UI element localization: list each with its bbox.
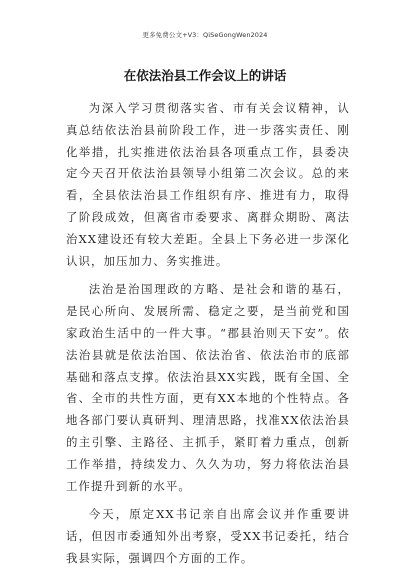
paragraph: 今天，原定XX书记亲自出席会议并作重要讲话，但因市委通知外出考察，受XX书记委托，结合我县实际，强调四个方面的工作。 <box>66 507 350 565</box>
paragraph: 为深入学习贯彻落实省、市有关会议精神，认真总结依法治县前阶段工作，进一步落实责任、刚化举措，扎实推进依法治县各项重点工作，县委决定今天召开依法治县领导小组第二次会议。总的来看，全县依法治县工作组织有序、推进有力，取得了阶段成效，但离省市委要求、离群众期盼、离法治XX建设还有较大差距。全县上下务必进一步深化认识，加压加力、务实推进。 <box>66 101 350 268</box>
paragraph: 法治是治国理政的方略、是社会和谐的基石，是民心所向、发展所需、稳定之要，是当前党和国家政治生活中的一件大事。“郡县治则天下安”。依法治县就是依法治国、依法治省、依法治市的底部基础和落点支撑。依法治县XX实践，既有全国、全省、全市的共性方面，更有XX本地的个性特点。各地各部门要认真研判、理清思路，找准XX依法治县的主引擎、主路径、主抓手，紧盯着力重点，创新工作举措，持续发力、久久为功，努力将依法治县工作提升到新的水平。 <box>66 282 350 493</box>
header-note: 更多免费公文+V3：QiSeGongWen2024 <box>142 31 268 39</box>
document-body <box>66 98 350 577</box>
document-title: 在依法治县工作会议上的讲话 <box>123 68 287 83</box>
